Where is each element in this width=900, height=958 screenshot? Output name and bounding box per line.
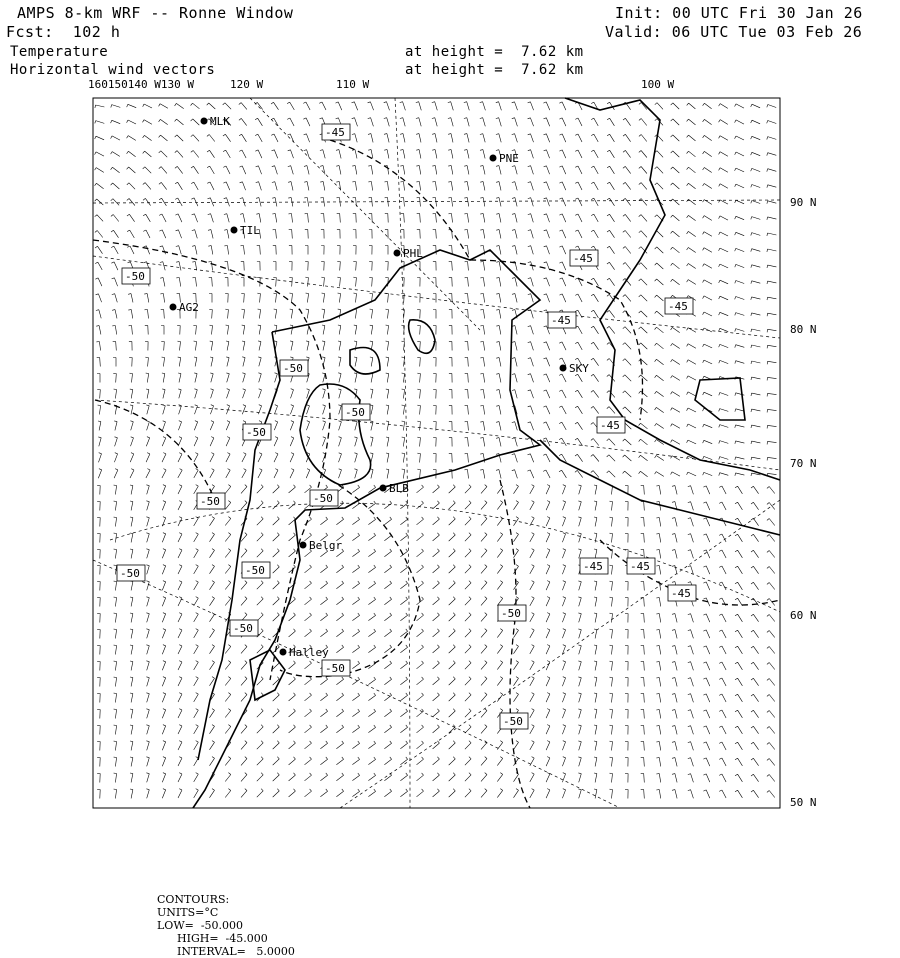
wind-barbs bbox=[95, 102, 777, 799]
station-dot-pne bbox=[490, 155, 497, 162]
contour-label: -50 bbox=[200, 495, 220, 508]
contour-label: -50 bbox=[501, 607, 521, 620]
station-label-til: TIL bbox=[240, 224, 260, 237]
lat-label-70n: 70 N bbox=[790, 457, 817, 470]
contour-label: -50 bbox=[283, 362, 303, 375]
lat-label-50n: 50 N bbox=[790, 796, 817, 809]
contour-label: -50 bbox=[503, 715, 523, 728]
contour-label: -45 bbox=[573, 252, 593, 265]
station-label-mlk: MLK bbox=[210, 115, 230, 128]
footer-low: LOW= -50.000 bbox=[157, 919, 244, 932]
lon-label-100w: 100 W bbox=[641, 78, 675, 91]
station-markers bbox=[170, 115, 590, 659]
contour-label: -50 bbox=[120, 567, 140, 580]
contour-label: -45 bbox=[325, 126, 345, 139]
wind-vector-field bbox=[95, 102, 777, 799]
forecast-hour: Fcst: 102 h bbox=[6, 23, 121, 41]
field-label-wind: Horizontal wind vectors bbox=[10, 62, 216, 78]
footer-interval: INTERVAL= 5.0000 bbox=[177, 945, 295, 958]
station-dot-sky bbox=[560, 365, 567, 372]
valid-time: Valid: 06 UTC Tue 03 Feb 26 bbox=[605, 23, 863, 41]
height-label-1: at height = 7.62 km bbox=[405, 44, 584, 60]
footer-contours: CONTOURS: bbox=[157, 893, 230, 906]
station-dot-ag2 bbox=[170, 304, 177, 311]
station-label-phl: PHL bbox=[403, 247, 423, 260]
coastline bbox=[193, 98, 780, 808]
station-label-sky: SKY bbox=[569, 362, 589, 375]
contour-label: -45 bbox=[668, 300, 688, 313]
contour-label: -50 bbox=[233, 622, 253, 635]
contour-label: -45 bbox=[600, 419, 620, 432]
footer-high: HIGH= -45.000 bbox=[177, 932, 268, 945]
lat-label-60n: 60 N bbox=[790, 609, 817, 622]
station-dot-halley bbox=[280, 649, 287, 656]
station-dot-phl bbox=[394, 250, 401, 257]
station-dot-blb bbox=[380, 485, 387, 492]
contour-label: -50 bbox=[313, 492, 333, 505]
contour-label: -50 bbox=[345, 406, 365, 419]
lon-label-west: 160150140 W130 W bbox=[88, 78, 194, 91]
contour-label: -45 bbox=[630, 560, 650, 573]
footer-units: UNITS=°C bbox=[157, 906, 219, 919]
init-time: Init: 00 UTC Fri 30 Jan 26 bbox=[615, 4, 863, 22]
field-label-temperature: Temperature bbox=[10, 44, 109, 60]
station-label-belgr: Belgr bbox=[309, 539, 343, 552]
contour-legend bbox=[150, 880, 301, 958]
station-dot-til bbox=[231, 227, 238, 234]
station-label-blb: BLB bbox=[389, 482, 409, 495]
map-title: AMPS 8-km WRF -- Ronne Window bbox=[17, 4, 294, 22]
station-label-pne: PNE bbox=[499, 152, 519, 165]
contour-label: -50 bbox=[325, 662, 345, 675]
lat-label-80n: 80 N bbox=[790, 323, 817, 336]
lon-label-110w: 110 W bbox=[336, 78, 370, 91]
station-dot-belgr bbox=[300, 542, 307, 549]
height-label-2: at height = 7.62 km bbox=[405, 62, 584, 78]
contour-label: -45 bbox=[583, 560, 603, 573]
contour-label: -50 bbox=[125, 270, 145, 283]
lat-label-90n: 90 N bbox=[790, 196, 817, 209]
station-label-ag2: AG2 bbox=[179, 301, 199, 314]
contour-label: -45 bbox=[671, 587, 691, 600]
station-dot-mlk bbox=[201, 118, 208, 125]
contour-label: -45 bbox=[551, 314, 571, 327]
contour-label: -50 bbox=[246, 426, 266, 439]
contour-label: -50 bbox=[245, 564, 265, 577]
lon-label-120w: 120 W bbox=[230, 78, 264, 91]
station-label-halley: Halley bbox=[289, 646, 329, 659]
